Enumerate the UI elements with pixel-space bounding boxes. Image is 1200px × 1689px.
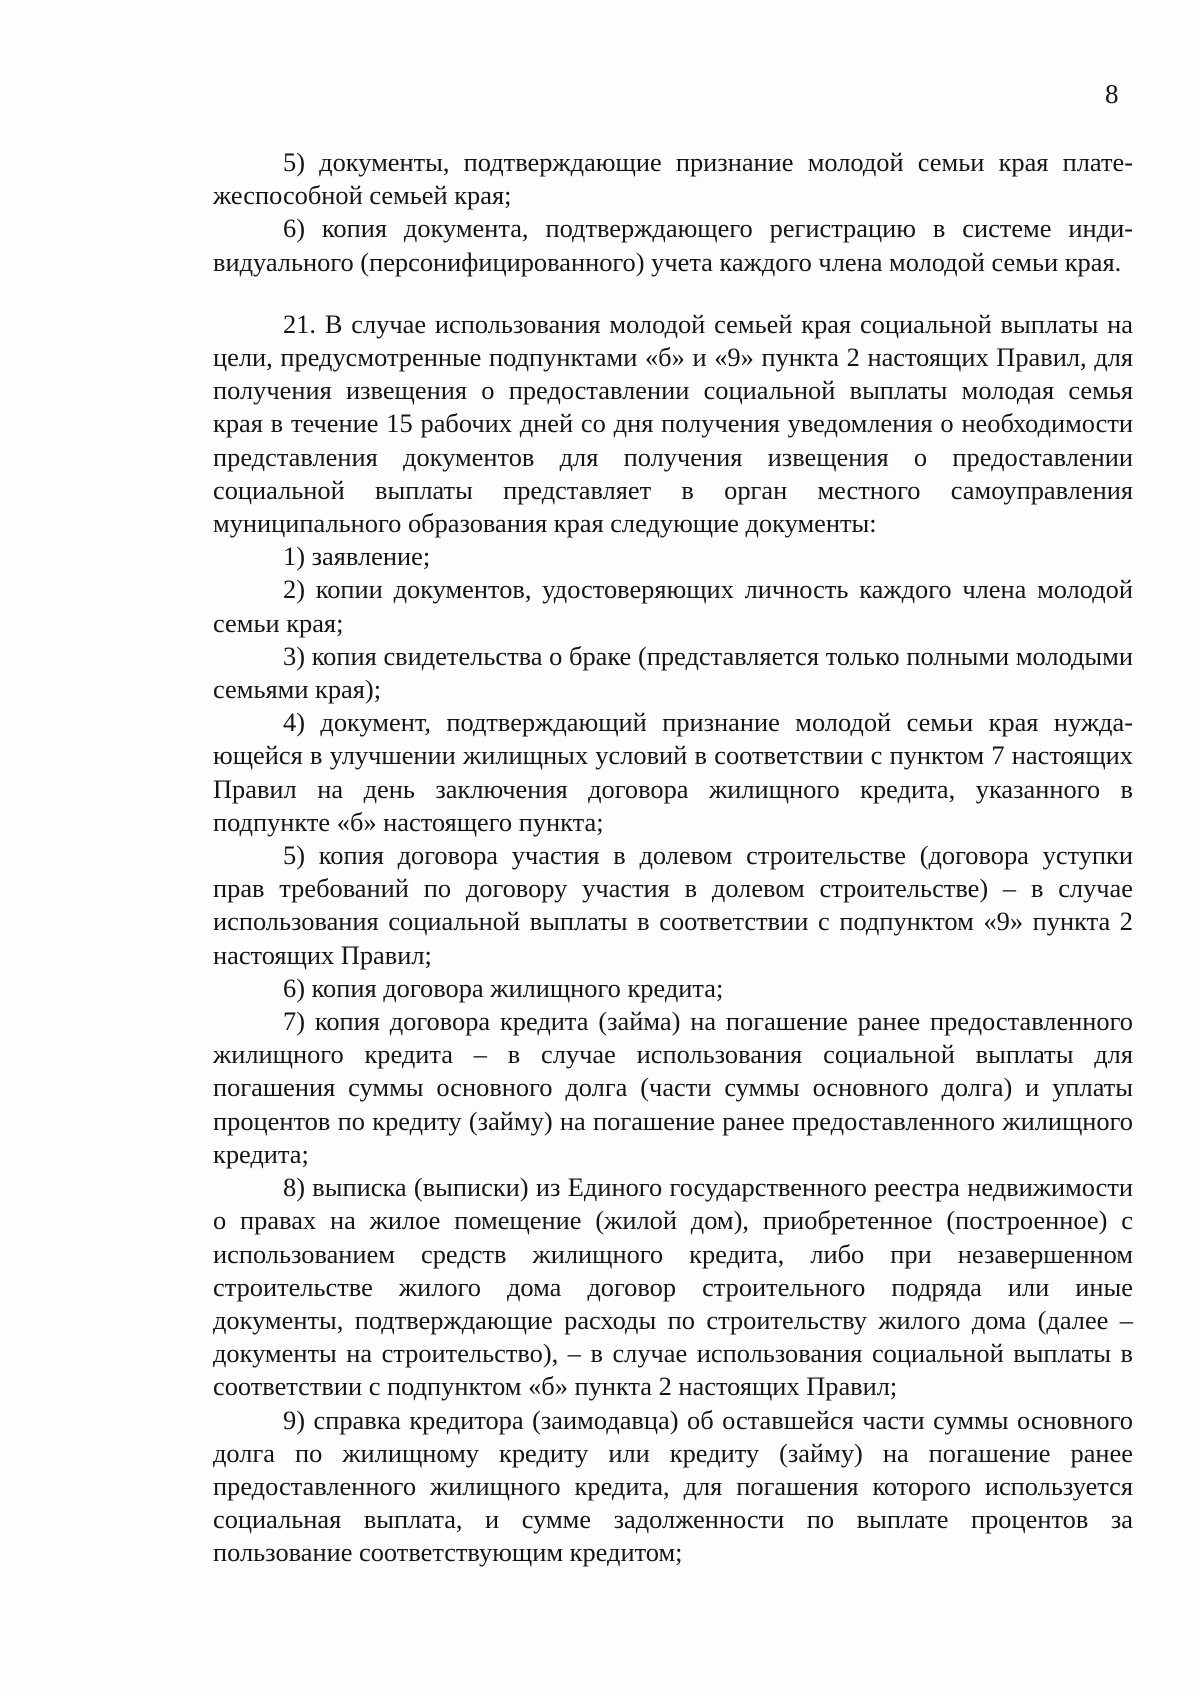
list-item-5-shared-construction-contract: 5) копия договора участия в долевом строительстве (договора уступки прав требований по договору участия в долевом строительстве) – в случае использования социальной выплаты в соответствии с подпунктом «9» пункта 2 настоящих Правил;	[213, 840, 1133, 970]
paragraph-clause-21: 21. В случае использования молодой семьей края социальной выплаты на цели, предусмотренные подпунктами «б» и «9» пункта 2 настоящих Правил, для получения извещения о предоставлении социальной выплаты молодая семья края в течение 15 рабочих дней со дня получения уведомления о необходимости представления документов для получения извещения о предоставлении социальной выплаты представляет в орган местного самоуправления муниципального образования края следующие документы:	[213, 308, 1133, 539]
list-item-8-real-estate-register-extract: 8) выписка (выписки) из Единого государственного реестра недвижимости о правах на жилое помещение (жилой дом), приобретенное (построенное) с использованием средств жилищного кредита, либо при незавершенном строительстве жилого дома договор строительного подряда или иные документы, подтверждающие расходы по строительству жилого дома (далее – документы на строительство), – в случае использования социальной выплаты в соответствии с подпунктом «б» пункта 2 настоящих Правил;	[213, 1172, 1133, 1402]
document-body	[213, 146, 1133, 1570]
list-item-2-identity-documents: 2) копии документов, удостоверяющих личность каждого члена молодой семьи края;	[213, 574, 1133, 638]
page-number: 8	[1105, 79, 1119, 109]
list-item-9-creditor-statement: 9) справка кредитора (заимодавца) об оставшейся части суммы основного долга по жилищному кредиту или кредиту (займу) на погашение ранее предоставленного жилищного кредита, для погашения которого используется социальная выплата, и сумме задолженности по выплате процентов за пользование соответствующим кредитом;	[213, 1404, 1133, 1568]
list-item-1-application: 1) заявление;	[283, 541, 431, 572]
paragraph-item-6-personal-account-copy: 6) копия документа, подтверждающего регистрацию в системе индивидуального (персонифицированного) учета каждого члена молодой семьи края.	[213, 213, 1133, 277]
list-item-4-housing-need-document: 4) документ, подтверждающий признание молодой семьи края нуждающейся в улучшении жилищных условий в соответствии с пунктом 7 настоящих Правил на день заключения договора жилищного кредита, указанного в подпункте «б» настоящего пункта;	[213, 707, 1133, 837]
paragraph-item-5-solvency-documents: 5) документы, подтверждающие признание молодой семьи края платежеспособной семьей края;	[213, 147, 1133, 211]
list-item-7-refinancing-loan-contract: 7) копия договора кредита (займа) на погашение ранее предоставленного жилищного кредита – в случае использования социальной выплаты для погашения суммы основного долга (части суммы основного долга) и уплаты процентов по кредиту (займу) на погашение ранее предоставленного жилищного кредита;	[213, 1006, 1133, 1169]
list-item-6-housing-credit-contract: 6) копия договора жилищного кредита;	[283, 972, 724, 1003]
list-item-3-marriage-certificate: 3) копия свидетельства о браке (представляется только полными молодыми семьями края);	[213, 640, 1133, 705]
